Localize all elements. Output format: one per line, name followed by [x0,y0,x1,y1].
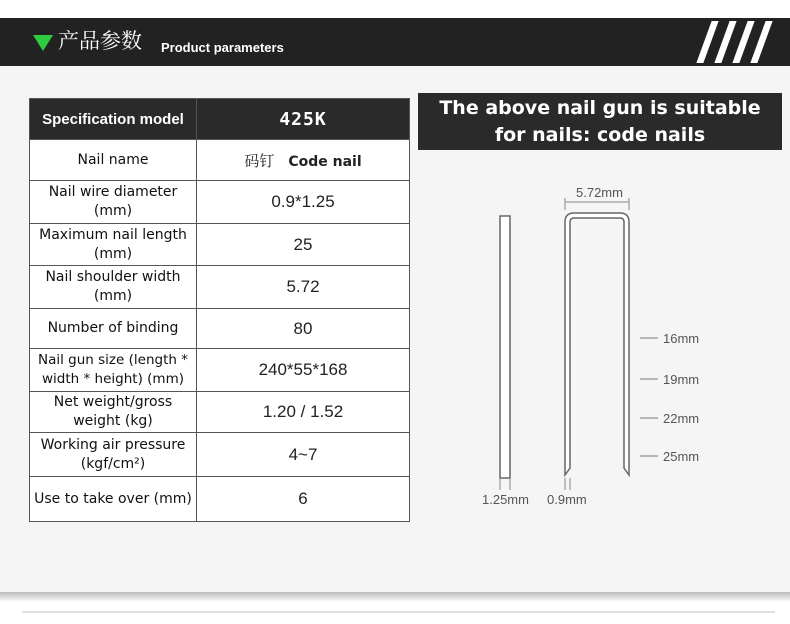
row-value: 6 [197,477,410,522]
table-row [30,433,410,477]
wire-diameter-label: 0.9mm [547,492,587,507]
row-label: Nail wire diameter (mm) [30,181,197,224]
suitable-line-1: The above nail gun is suitable [439,97,761,119]
header-title-cn: 产品参数 [58,29,142,53]
spec-header-value: 425K [197,99,410,140]
row-value: 1.20 / 1.52 [197,392,410,433]
table-row [30,224,410,266]
row-label: Working air pressure (kgf/cm²) [30,433,197,477]
table-row [30,266,410,309]
slash-stripes-icon [696,18,776,66]
triangle-down-icon [33,35,53,51]
row-value [197,140,410,181]
table-row [30,392,410,433]
spec-header-label: Specification model [30,99,197,140]
table-row [30,309,410,349]
row-label: Use to take over (mm) [30,477,197,522]
suitable-nails-banner [418,93,782,150]
table-row [30,477,410,522]
length-label-16: 16mm [663,331,700,346]
spec-header-row [30,99,410,140]
header-title-en: Product parameters [161,40,284,55]
length-label-25: 25mm [663,449,700,464]
row-value-en: Code nail [288,153,362,170]
row-value-cn: 码钉 [244,152,275,170]
row-value: 25 [197,224,410,266]
row-label: Nail name [30,140,197,181]
row-value: 80 [197,309,410,349]
thickness-label: 1.25mm [482,492,529,507]
row-value: 0.9*1.25 [197,181,410,224]
length-label-19: 19mm [663,372,700,387]
row-label: Nail shoulder width (mm) [30,266,197,309]
spec-table [29,98,410,522]
shoulder-width-label: 5.72mm [576,185,623,200]
staple-front-view [565,213,629,475]
row-label: Nail gun size (length * width * height) (mm) [30,349,197,392]
row-label: Net weight/gross weight (kg) [30,392,197,433]
length-label-22: 22mm [663,411,700,426]
staple-diagram [470,180,750,520]
row-value: 4~7 [197,433,410,477]
table-row [30,349,410,392]
header-banner [0,18,790,66]
table-row [30,140,410,181]
panel-shadow [0,592,790,602]
row-value: 240*55*168 [197,349,410,392]
suitable-line-2: for nails: code nails [494,124,706,146]
table-row [30,181,410,224]
nail-side-view [500,216,510,478]
row-value: 5.72 [197,266,410,309]
row-label: Number of binding [30,309,197,349]
row-label: Maximum nail length (mm) [30,224,197,266]
divider [22,611,775,613]
